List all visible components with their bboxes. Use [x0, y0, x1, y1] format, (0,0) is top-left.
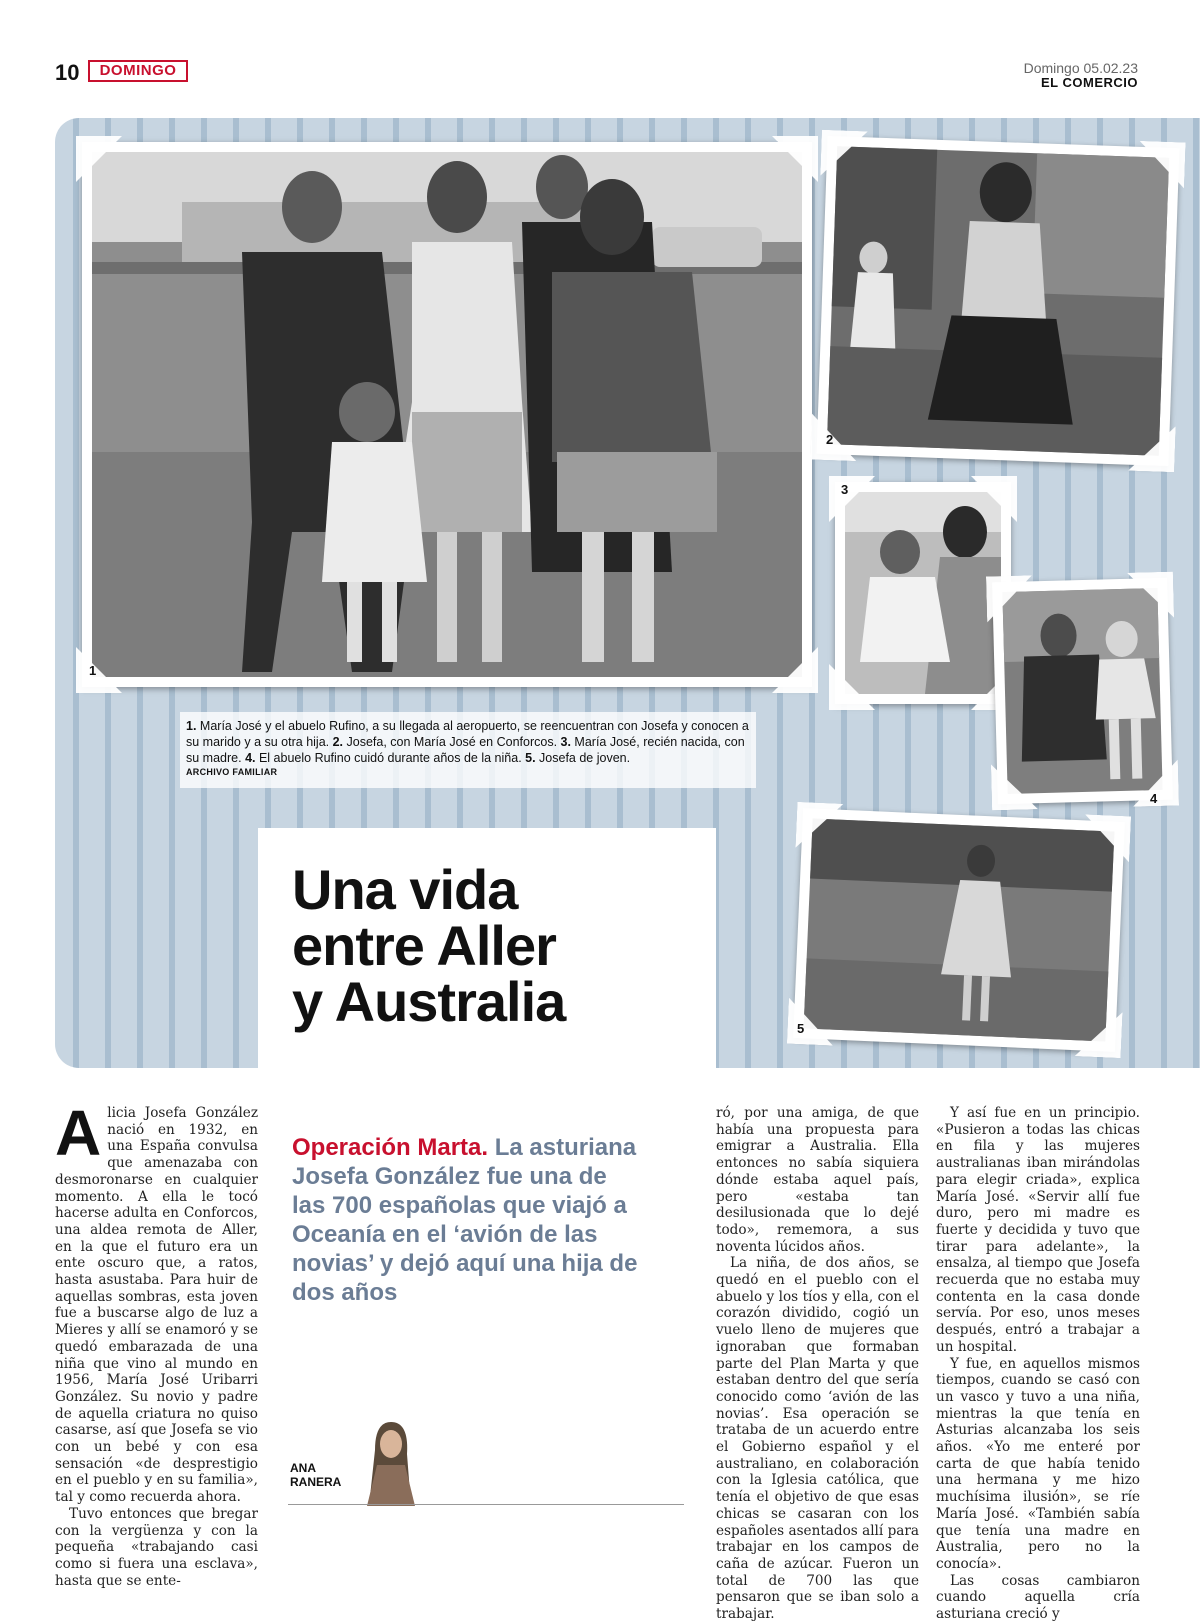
photo-2-image — [827, 146, 1169, 455]
photo-3 — [835, 482, 1011, 704]
lead-paragraph: Operación Marta. La asturiana Josefa González fue una de las 700 españolas que viajó a Oceanía en el ‘avión de las novias’ y dejó aquí una hija de dos años — [292, 1134, 638, 1306]
byline-divider — [288, 1504, 684, 1505]
issue-date: Domingo 05.02.23 — [1023, 60, 1138, 76]
photo-2 — [817, 136, 1180, 466]
headline: Una vida entre Aller y Australia — [292, 858, 566, 1033]
section-label: DOMINGO — [88, 60, 188, 82]
photo-4 — [992, 578, 1173, 805]
photo-number-3: 3 — [841, 482, 849, 497]
photo-number-5: 5 — [797, 1021, 805, 1036]
photo-1 — [82, 142, 812, 687]
author-photo — [355, 1420, 425, 1506]
newspaper-name: EL COMERCIO — [1041, 75, 1138, 90]
photo-4-image — [1002, 588, 1162, 794]
photo-number-4: 4 — [1150, 791, 1158, 806]
photo-number-2: 2 — [826, 432, 834, 447]
photo-5-image — [804, 819, 1115, 1042]
page-number: 10 — [55, 60, 80, 85]
article-column-1: Alicia Josefa González nació en 1932, en una España convulsa que amenazaba con desmoronarse en cualquier momento. A ella le tocó hacerse adulta en Conforcos, una aldea remota de Aller, en la que el futuro era un ente oscuro que, a ratos, hasta asustaba. Para huir de aquellas sombras, esta joven fue a buscarse algo de luz a Mieres y allí se enamoró y se quedó embarazada de una niña que vino al mundo en 1956, María José Uribarri González. Su novio y padre de aquella criatura no quiso casarse, así que Josefa se vio con un bebé y con esa sensación «de desprestigio en el pueblo y en su familia», tal y como recuerda ahora. Tuvo entonces que bregar con la vergüenza y con la pequeña «trabajando casi como si fuera una esclava», hasta que se ente- — [55, 1097, 258, 1589]
author-byline: ANA RANERA — [290, 1461, 342, 1489]
photo-3-image — [845, 492, 1001, 694]
photo-credit: ARCHIVO FAMILIAR — [186, 767, 278, 777]
article-column-3: Y así fue en un principio. «Pusieron a todas las chicas en fila y las mujeres australianas iban mirándolas para elegir criada», explica María José. «Servir allí fue duro, pero mi madre es fuerte y decidida y tuvo que tirar para adelante», la ensalza, al tiempo que Josefa recuerda que no estaba muy contenta en la casa donde servía. Por eso, unos meses después, entró a trabajar a un hospital. Y fue, en aquellos mismos tiempos, cuando se casó con un vasco y tuvo a una niña, mientras la que tenía en Asturias alcanzaba los seis años. «Yo me enteré por carta de que había tenido una hermana y me hizo muchísima ilusión», se ríe María José. «También sabía que tenía una madre en Australia, pero no la conocía». Las cosas cambiaron cuando aquella cría asturiana creció y — [936, 1105, 1140, 1623]
photo-1-image — [92, 152, 802, 677]
drop-cap: A — [55, 1097, 102, 1169]
photo-5 — [793, 808, 1125, 1052]
lead-kicker: Operación Marta. — [292, 1134, 489, 1161]
photo-caption: 1. María José y el abuelo Rufino, a su llegada al aeropuerto, se reencuentran con Josefa y conocen a su marido y a su otra hija. 2. Josefa, con María José en Conforcos. 3. María José, recién nacida, con su madre. 4. El abuelo Rufino cuidó durante años de la niña. 5. Josefa de joven. ARCHIVO FAMILIAR — [180, 712, 756, 788]
article-column-2: ró, por una amiga, de que había una propuesta para emigrar a Australia. Ella entonces no sabía siquiera dónde estaba aquel país, pero «estaba tan desilusionada que lo dejé todo», rememora, a sus noventa lúcidos años. La niña, de dos años, se quedó en el pueblo con el abuelo y los tíos y ella, con el corazón dividido, cogió un vuelo lleno de mujeres que ignoraban que formaban parte del Plan Marta y que estaban dentro del que sería conocido como ‘avión de las novias’. Esa operación se trataba de un acuerdo entre el Gobierno español y el australiano, en colaboración con la Iglesia católica, que tenía el objetivo de que esas chicas se casaran con los españoles asentados allí para trabajar en los campos de caña de azúcar. Fueron un total de 700 las que pensaron que se iban solo a trabajar. — [716, 1105, 919, 1623]
photo-number-1: 1 — [89, 663, 97, 678]
